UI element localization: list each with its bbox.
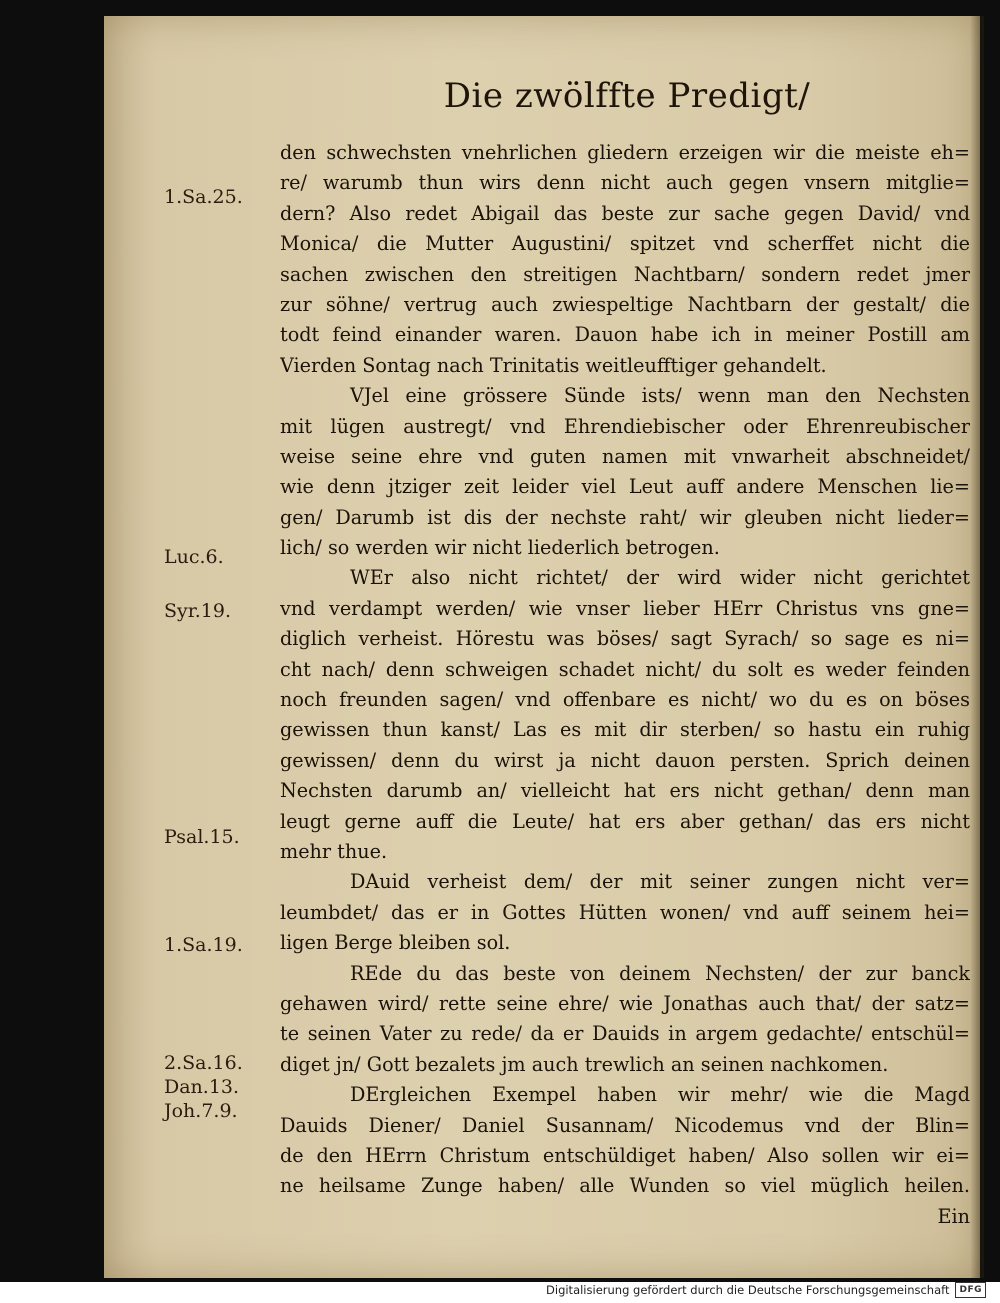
text-line: vnd verdampt werden/ wie vnser lieber HErr Christus vns gne=	[280, 596, 970, 620]
text-line: VJel eine grössere Sünde ists/ wenn man den Nechsten	[350, 384, 970, 408]
margin-note: 1.Sa.19.	[164, 934, 243, 956]
text-line: noch freunden sagen/ vnd offenbare es nicht/ wo du es on böses	[280, 688, 970, 712]
text-line: wie denn jtziger zeit leider viel Leut auff andere Menschen lie=	[280, 475, 970, 499]
text-line: weise seine ehre vnd guten namen mit vnwarheit abschneidet/	[280, 444, 970, 468]
margin-note: 2.Sa.16.	[164, 1052, 243, 1074]
text-line: cht nach/ denn schweigen schadet nicht/ du solt es weder feinden	[280, 657, 970, 681]
text-line: leumbdet/ das er in Gottes Hütten wonen/ vnd auff seinem hei=	[280, 900, 970, 924]
margin-note: 1.Sa.25.	[164, 186, 243, 208]
text-line: mehr thue.	[280, 839, 388, 863]
text-line: mit lügen austregt/ vnd Ehrendiebischer oder Ehrenreubischer	[280, 414, 970, 438]
text-line: Nechsten darumb an/ vielleicht hat ers nicht gethan/ denn man	[280, 779, 970, 803]
digitization-credit	[546, 1281, 986, 1299]
book-page	[104, 16, 980, 1278]
text-line: de den HErrn Christum entschüldiget haben/ Also sollen wir ei=	[280, 1143, 970, 1167]
text-line: den schwechsten vnehrlichen gliedern erzeigen wir die meiste eh=	[280, 141, 970, 164]
text-line: DErgleichen Exempel haben wir mehr/ wie die Magd	[350, 1083, 970, 1107]
text-line: leugt gerne auff die Leute/ hat ers aber gethan/ das ers nicht	[280, 809, 970, 833]
text-line: te seinen Vater zu rede/ da er Dauids in argem gedachte/ entschül=	[280, 1022, 970, 1046]
text-line: todt feind einander waren. Dauon habe ich in meiner Postill am	[280, 323, 970, 347]
credit-text: Digitalisierung gefördert durch die Deutsche Forschungsgemeinschaft	[546, 1283, 950, 1297]
text-line: sachen zwischen den streitigen Nachtbarn/ sondern redet jmer	[280, 262, 970, 286]
text-line: Dauids Diener/ Daniel Susannam/ Nicodemus vnd der Blin=	[280, 1113, 970, 1137]
text-line: diglich verheist. Hörestu was böses/ sagt Syrach/ so sage es ni=	[280, 627, 970, 651]
text-line: Monica/ die Mutter Augustini/ spitzet vnd scherffet nicht die	[280, 232, 970, 256]
text-line: gehawen wird/ rette seine ehre/ wie Jonathas auch that/ der satz=	[280, 991, 970, 1015]
text-line: WEr also nicht richtet/ der wird wider nicht gerichtet	[350, 566, 970, 590]
margin-note: Joh.7.9.	[164, 1100, 238, 1122]
dfg-logo-icon: DFG	[955, 1282, 986, 1298]
text-line: ligen Berge bleiben sol.	[280, 931, 511, 955]
text-line: lich/ so werden wir nicht liederlich betrogen.	[280, 536, 720, 560]
margin-note: Luc.6.	[164, 546, 224, 568]
text-line: gewissen/ denn du wirst ja nicht dauon persten. Sprich deinen	[280, 748, 970, 772]
margin-note: Syr.19.	[164, 600, 232, 622]
text-line: REde du das beste von deinem Nechsten/ der zur banck	[350, 961, 970, 985]
margin-note: Psal.15.	[164, 826, 240, 848]
text-line: gen/ Darumb ist dis der nechste raht/ wir gleuben nicht lieder=	[280, 505, 970, 529]
margin-note: Dan.13.	[164, 1076, 240, 1098]
text-line: DAuid verheist dem/ der mit seiner zungen nicht ver=	[350, 870, 970, 894]
text-line: Vierden Sontag nach Trinitatis weitleufftiger gehandelt.	[280, 353, 827, 377]
text-line: gewissen thun kanst/ Las es mit dir sterben/ so hastu ein ruhig	[280, 718, 970, 742]
text-line: ne heilsame Zunge haben/ alle Wunden so viel müglich heilen.	[280, 1174, 970, 1198]
text-line: zur söhne/ vertrug auch zwiespeltige Nachtbarn der gestalt/ die	[280, 292, 970, 316]
text-line: re/ warumb thun wirs denn nicht auch gegen vnsern mitglie=	[280, 171, 970, 195]
catchword: Ein	[937, 1204, 970, 1228]
text-line: diget jn/ Gott bezalets jm auch trewlich an seinen nachkomen.	[280, 1052, 889, 1076]
running-head: Die zwölffte Predigt/	[443, 76, 811, 116]
body-text	[280, 138, 970, 1232]
text-line: dern? Also redet Abigail das beste zur sache gegen David/ vnd	[280, 201, 970, 225]
page-gutter-shadow	[970, 16, 984, 1278]
